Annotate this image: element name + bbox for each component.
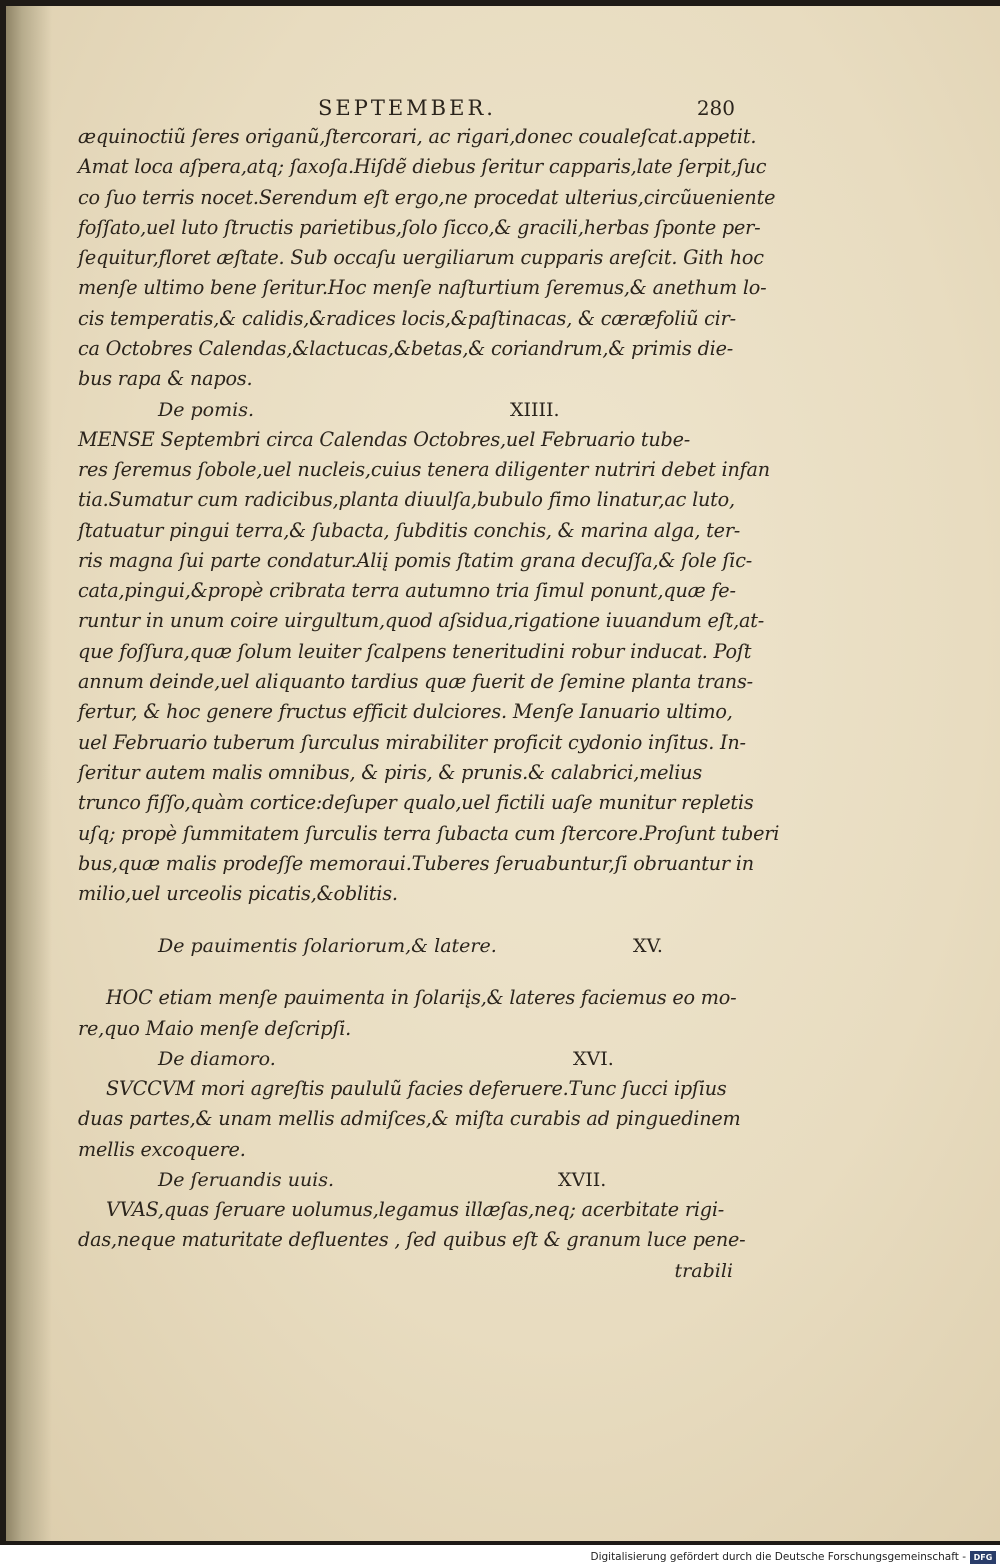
section-number: XVII. [558,1168,607,1191]
paragraph-2 [78,425,780,910]
section-heading-17 [78,1165,743,1195]
paragraph-5 [78,1195,746,1256]
section-number: XV. [633,935,663,958]
section-heading-14 [78,395,743,425]
text-line: re,quo Maio menſe deſcripſi. [78,1016,352,1040]
text-line: mellis excoquere. [78,1137,246,1161]
text-line: runtur in unum coire uirgultum,quod aſsidua,rigatione iuuandum eſt,at- [78,609,765,633]
catchword: trabili [674,1259,733,1282]
section-heading-15 [78,931,743,961]
text-line: ris magna ſui parte condatur.Aliį pomis ſtatim grana decuſſa,& ſole ſic- [78,548,753,572]
text-line: cata,pingui,&propè cribrata terra autumno tria ſimul ponunt,quæ fe- [78,579,736,603]
text-line: ſeritur autem malis omnibus, & piris, & prunis.& calabrici,melius [78,760,702,784]
section-title: De ſeruandis uuis. [158,1168,335,1191]
text-line: duas partes,& unam mellis admiſces,& miſta curabis ad pinguedinem [78,1107,741,1131]
text-line: ſtatuatur pingui terra,& ſubacta, ſubditis conchis, & marina alga, ter- [78,518,741,542]
section-title: De pomis. [158,398,255,421]
text-line: co ſuo terris nocet.Serendum eſt ergo,ne procedat ulterius,circũueniente [78,185,776,209]
book-page [6,6,1000,1541]
section-number: XVI. [573,1048,614,1071]
text-line: ſequitur,floret æſtate. Sub occaſu uergiliarum cupparis areſcit. Gith hoc [78,246,764,270]
text-line: SVCCVM mori agreſtis paululũ facies deferuere.Tunc ſucci ipſius [106,1077,727,1101]
section-heading-16 [78,1044,743,1074]
dfg-logo-icon: DFG [970,1551,996,1564]
text-line: VVAS,quas ſeruare uolumus,legamus illæſas,neq; acerbitate rigi- [106,1197,725,1221]
running-head: SEPTEMBER. [318,96,496,120]
text-line: cis temperatis,& calidis,&radices locis,&paſtinacas, & cæræfoliũ cir- [78,306,736,330]
text-line: foſſato,uel luto ſtructis parietibus,ſolo ſicco,& gracili,herbas ſponte per- [78,215,761,239]
text-line: fertur, & hoc genere fructus efficit dulciores. Menſe Ianuario ultimo, [78,700,733,724]
text-line: res ſeremus ſobole,uel nucleis,cuius tenera diligenter nutriri debet infan [78,457,770,481]
footer-bar [0,1548,1000,1567]
text-line: tia.Sumatur cum radicibus,planta diuulſa,bubulo fimo linatur,ac luto, [78,488,735,512]
spacer [78,909,743,931]
text-line: bus rapa & napos. [78,367,253,391]
gutter-shadow [6,6,52,1541]
paragraph-1 [78,122,776,395]
text-line: HOC etiam menſe pauimenta in ſolariįs,& lateres faciemus eo mo- [106,986,737,1010]
text-line: milio,uel urceolis picatis,&oblitis. [78,882,398,906]
section-number: XIIII. [510,398,560,421]
text-line: Amat loca aſpera,atq; ſaxoſa.Hiſdẽ diebus ſeritur capparis,late ſerpit,ſuc [78,155,767,179]
text-line: das,neque maturitate defluentes , ſed quibus eſt & granum luce pene- [78,1228,746,1252]
text-line: menſe ultimo bene ſeritur.Hoc menſe naſturtium ſeremus,& anethum lo- [78,276,767,300]
text-line: uel Februario tuberum ſurculus mirabiliter proficit cydonio inſitus. In- [78,730,746,754]
text-line: trunco fiſſo,quàm cortice:deſuper qualo,uel fictili uaſe munitur repletis [78,791,754,815]
text-line: que foſſura,quæ ſolum leuiter ſcalpens teneritudini robur inducat. Poſt [78,639,752,663]
page-header [78,90,743,122]
footer-credit: Digitalisierung gefördert durch die Deutsche Forschungsgemeinschaft - [590,1551,966,1563]
text-line: ca Octobres Calendas,&lactucas,&betas,& coriandrum,& primis die- [78,337,734,361]
folio-number: 280 [696,96,735,120]
paragraph-3 [78,983,743,1044]
text-line: æquinoctiũ ſeres origanũ,ſtercorari, ac rigari,donec coualeſcat.appetit. [78,125,757,148]
section-title: De diamoro. [158,1048,276,1071]
text-line: bus,quæ malis prodeſſe memoraui.Tuberes ſeruabuntur,ſi obruantur in [78,851,754,875]
section-title: De pauimentis ſolariorum,& latere. [158,935,497,958]
paragraph-4 [78,1074,743,1165]
spacer [78,961,743,983]
text-line: annum deinde,uel aliquanto tardius quæ fuerit de ſemine planta trans- [78,670,753,694]
text-line: uſq; propè ſummitatem ſurculis terra ſubacta cum ſtercore.Proſunt tuberi [78,821,780,845]
text-line: MENSE Septembri circa Calendas Octobres,uel Februario tube- [78,427,691,451]
text-block [78,90,780,1286]
